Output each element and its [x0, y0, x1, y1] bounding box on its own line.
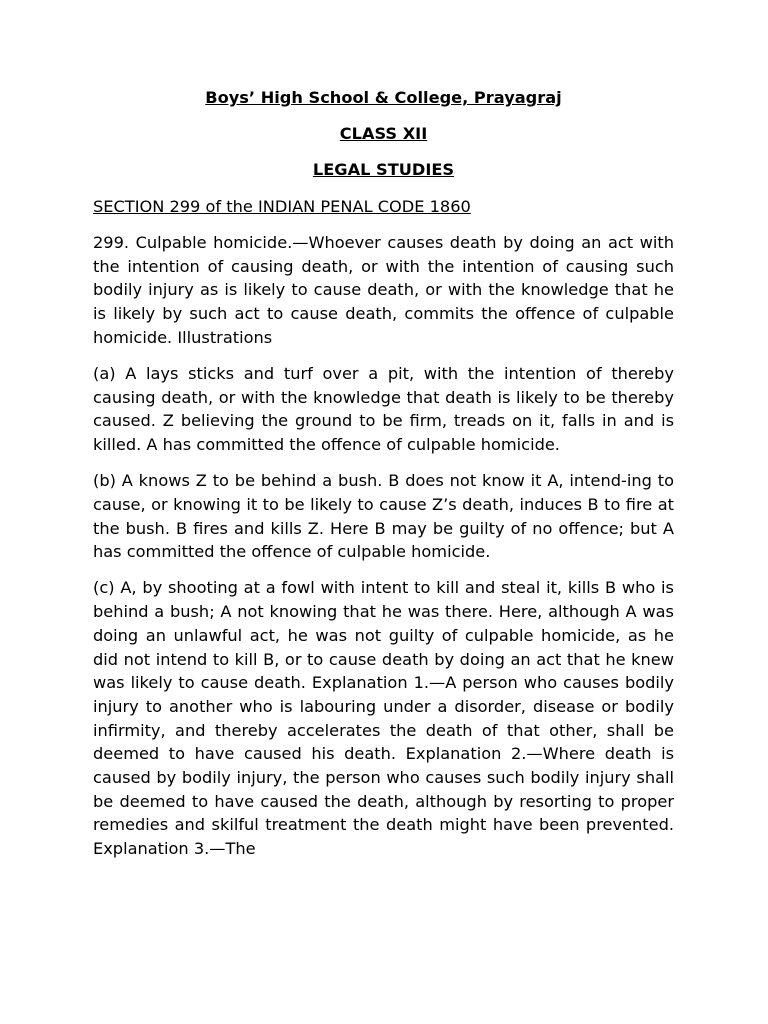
section-title: SECTION 299 of the INDIAN PENAL CODE 1860	[93, 196, 471, 216]
paragraph-illustration-a: (a) A lays sticks and turf over a pit, with the intention of thereby causing death, or with the knowledge that death is likely to be thereby caused. Z believing the ground to be firm, treads on it, falls in and is killed. A has committed the offence of culpable homicide.	[93, 363, 674, 454]
class-heading: CLASS XII	[339, 124, 428, 144]
document-page	[93, 86, 674, 873]
paragraph-illustration-b: (b) A knows Z to be behind a bush. B does not know it A, intend-ing to cause, or knowing it to be likely to cause Z’s death, induces B to fire at the bush. B fires and kills Z. Here B may be guilty of no offence; but A has committed the offence of culpable homicide.	[93, 471, 674, 562]
paragraph-definition: 299. Culpable homicide.—Whoever causes death by doing an act with the intention of causing death, or with the intention of causing such bodily injury as is likely to cause death, or with the knowledge that he is likely by such act to cause death, commits the offence of culpable homicide. Illustrations	[93, 232, 674, 347]
paragraph-illustration-c: (c) A, by shooting at a fowl with intent to kill and steal it, kills B who is behind a bush; A not knowing that he was there. Here, although A was doing an unlawful act, he was not guilty of culpable homicide, as he did not intend to kill B, or to cause death by doing an act that he knew was likely to cause death. Explanation 1.—A person who causes bodily injury to another who is labouring under a disorder, disease or bodily infirmity, and thereby accelerates the death of that other, shall be deemed to have caused his death. Explanation 2.—Where death is caused by bodily injury, the person who causes such bodily injury shall be deemed to have caused the death, although by resorting to proper remedies and skilful treatment the death might have been prevented. Explanation 3.—The	[93, 578, 674, 859]
subject-heading: LEGAL STUDIES	[312, 160, 455, 180]
school-name-heading: Boys’ High School & College, Prayagraj	[205, 88, 562, 107]
